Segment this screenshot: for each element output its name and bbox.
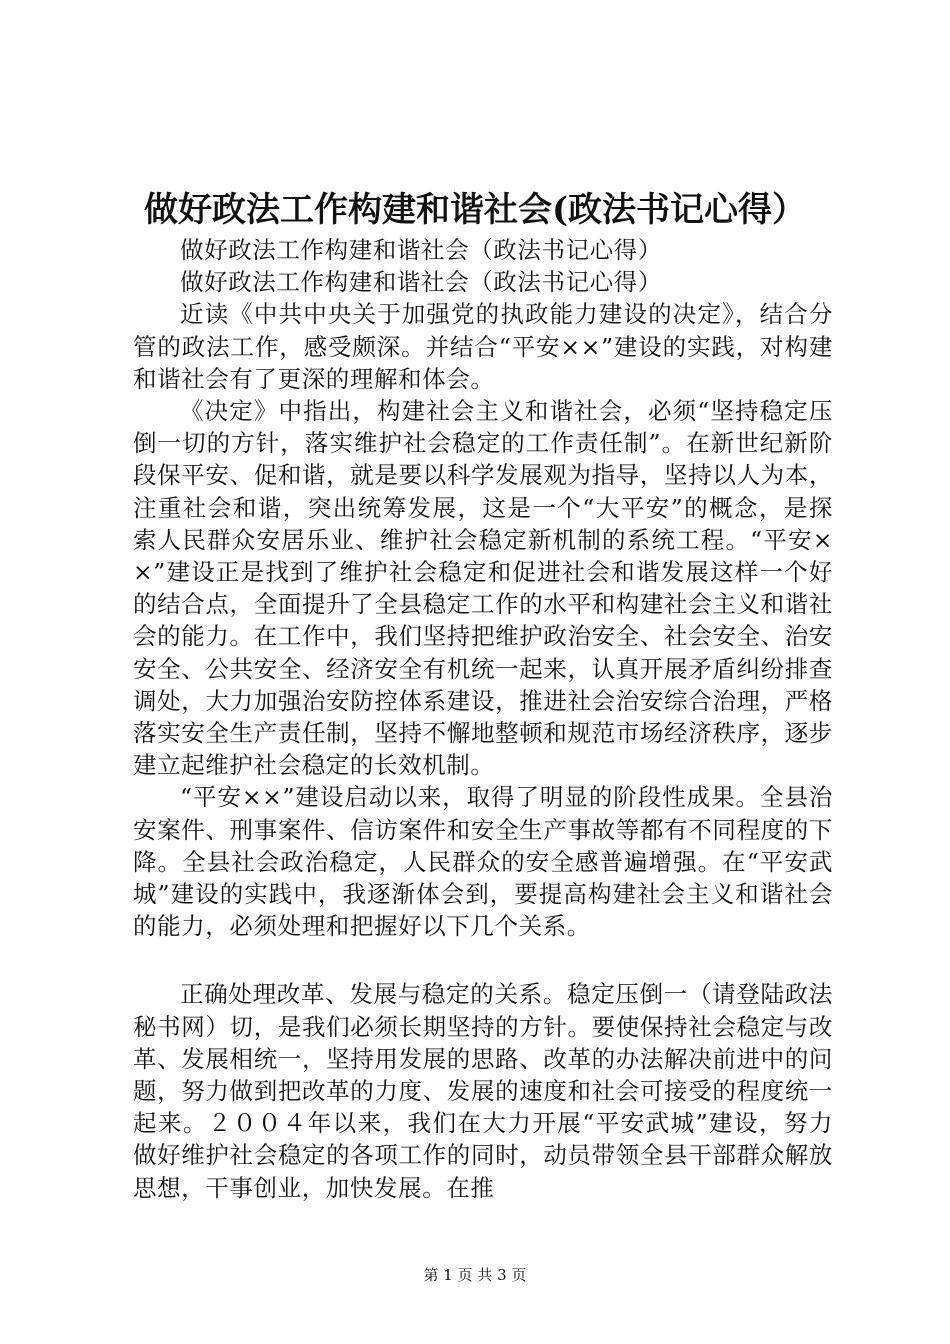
body-paragraph: 近读《中共中央关于加强党的执政能力建设的决定》，结合分管的政法工作，感受颇深。并结合“平安××”建设的实践，对构建和谐社会有了更深的理解和体会。 <box>133 300 833 393</box>
page-number-footer: 第 1 页 共 3 页 <box>423 1266 527 1284</box>
subtitle-line: 做好政法工作构建和谐社会（政法书记心得） <box>180 268 662 297</box>
subtitle-line: 做好政法工作构建和谐社会（政法书记心得） <box>180 236 662 264</box>
body-paragraph: 正确处理改革、发展与稳定的关系。稳定压倒一（请登陆政法秘书网）切，是我们必须长期坚持的方针。要使保持社会稳定与改革、发展相统一，坚持用发展的思路、改革的办法解决前进中的问题，努力做到把改革的力度、发展的速度和社会可接受的程度统一起来。２００４年以来，我们在大力开展“平安武城”建设，努力做好维护社会稳定的各项工作的同时，动员带领全县干部群众解放思想，干事创业，加快发展。在推 <box>133 980 833 1202</box>
paragraph-spacer <box>133 942 833 978</box>
body-paragraph: 《决定》中指出，构建社会主义和谐社会，必须“坚持稳定压倒一切的方针，落实维护社会稳定的工作责任制”。在新世纪新阶段保平安、促和谐，就是要以科学发展观为指导，坚持以人为本，注重社会和谐，突出统筹发展，这是一个“大平安”的概念，是探索人民群众安居乐业、维护社会稳定新机制的系统工程。“平安××”建设正是找到了维护社会稳定和促进社会和谐发展这样一个好的结合点，全面提升了全县稳定工作的水平和构建社会主义和谐社会的能力。在工作中，我们坚持把维护政治安全、社会安全、治安安全、公共安全、经济安全有机统一起来，认真开展矛盾纠纷排查调处，大力加强治安防控体系建设，推进社会治安综合治理，严格落实安全生产责任制，坚持不懈地整顿和规范市场经济秩序，逐步建立起维护社会稳定的长效机制。 <box>133 397 833 780</box>
body-paragraph: “平安××”建设启动以来，取得了明显的阶段性成果。全县治安案件、刑事案件、信访案件和安全生产事故等都有不同程度的下降。全县社会政治稳定，人民群众的安全感普遍增强。在“平安武城”建设的实践中，我逐渐体会到，要提高构建社会主义和谐社会的能力，必须处理和把握好以下几个关系。 <box>133 783 833 941</box>
document-title: 做好政法工作构建和谐社会(政法书记心得） <box>143 190 807 230</box>
document-body <box>133 234 833 1204</box>
